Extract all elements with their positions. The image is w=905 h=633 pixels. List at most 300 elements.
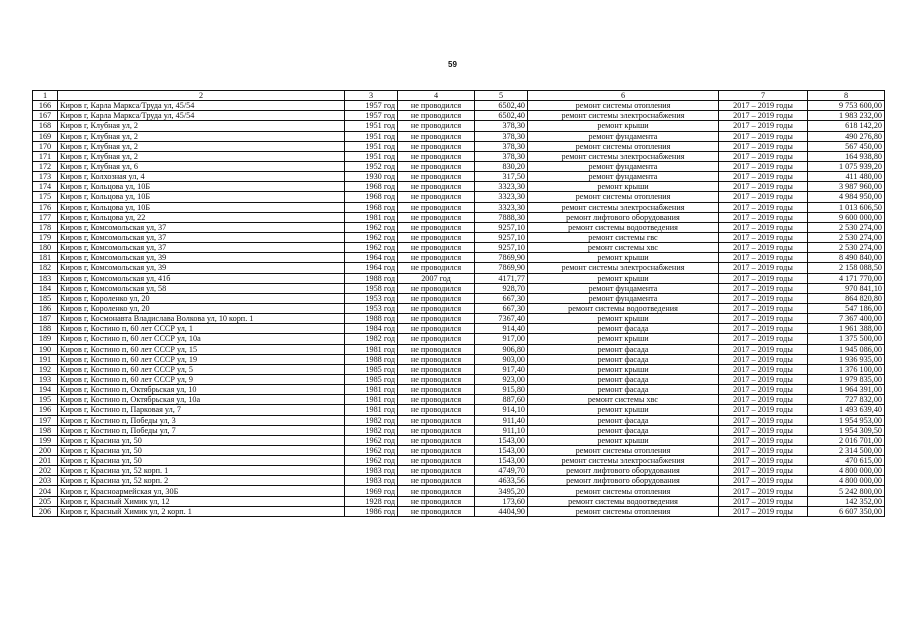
table-row (33, 456, 885, 466)
cell-row-number: 190 (33, 344, 58, 354)
cell-period: 2017 – 2019 годы (719, 151, 808, 161)
cell-work-type: ремонт фасада (528, 344, 719, 354)
header-cell: 2 (58, 91, 345, 101)
cell-last-repair: не проводился (398, 303, 475, 313)
cell-area: 4171,77 (475, 273, 528, 283)
cell-period: 2017 – 2019 годы (719, 476, 808, 486)
header-row (33, 91, 885, 101)
cell-period: 2017 – 2019 годы (719, 141, 808, 151)
cell-cost: 3 987 960,00 (808, 182, 885, 192)
page-number: 59 (448, 60, 457, 69)
cell-build-year: 1957 год (345, 111, 398, 121)
cell-cost: 411 480,00 (808, 172, 885, 182)
cell-cost: 1 376 100,00 (808, 364, 885, 374)
cell-address: Киров г, Костино п, 60 лет СССР ул, 1 (58, 324, 345, 334)
header-cell: 4 (398, 91, 475, 101)
cell-row-number: 193 (33, 374, 58, 384)
cell-area: 1543,00 (475, 435, 528, 445)
cell-build-year: 1962 год (345, 232, 398, 242)
cell-last-repair: не проводился (398, 161, 475, 171)
table-row (33, 344, 885, 354)
cell-cost: 4 800 000,00 (808, 466, 885, 476)
table-row (33, 334, 885, 344)
cell-area: 3323,30 (475, 202, 528, 212)
cell-area: 7367,40 (475, 314, 528, 324)
cell-build-year: 1962 год (345, 435, 398, 445)
cell-row-number: 175 (33, 192, 58, 202)
cell-last-repair: не проводился (398, 202, 475, 212)
cell-address: Киров г, Кольцова ул, 10Б (58, 192, 345, 202)
cell-cost: 2 530 274,00 (808, 243, 885, 253)
cell-last-repair: не проводился (398, 324, 475, 334)
table-row (33, 506, 885, 516)
cell-period: 2017 – 2019 годы (719, 121, 808, 131)
cell-cost: 1 375 500,00 (808, 334, 885, 344)
cell-cost: 8 490 840,00 (808, 253, 885, 263)
cell-cost: 4 800 000,00 (808, 476, 885, 486)
cell-work-type: ремонт системы электроснабжения (528, 151, 719, 161)
cell-last-repair: не проводился (398, 293, 475, 303)
cell-cost: 2 530 274,00 (808, 222, 885, 232)
cell-row-number: 183 (33, 273, 58, 283)
cell-build-year: 1981 год (345, 395, 398, 405)
cell-last-repair: не проводился (398, 506, 475, 516)
cell-build-year: 1962 год (345, 222, 398, 232)
cell-build-year: 1951 год (345, 121, 398, 131)
cell-address: Киров г, Комсомольская ул, 39 (58, 263, 345, 273)
cell-row-number: 178 (33, 222, 58, 232)
cell-row-number: 171 (33, 151, 58, 161)
cell-period: 2017 – 2019 годы (719, 212, 808, 222)
table-row (33, 445, 885, 455)
cell-build-year: 1982 год (345, 415, 398, 425)
cell-last-repair: не проводился (398, 374, 475, 384)
cell-work-type: ремонт системы отопления (528, 506, 719, 516)
cell-area: 887,60 (475, 395, 528, 405)
cell-row-number: 204 (33, 486, 58, 496)
cell-address: Киров г, Кольцова ул, 22 (58, 212, 345, 222)
cell-address: Киров г, Костино п, 60 лет СССР ул, 10а (58, 334, 345, 344)
cell-address: Киров г, Красина ул, 50 (58, 456, 345, 466)
cell-build-year: 1988 год (345, 273, 398, 283)
cell-cost: 1 979 835,00 (808, 374, 885, 384)
table-row (33, 172, 885, 182)
cell-last-repair: не проводился (398, 466, 475, 476)
cell-area: 906,80 (475, 344, 528, 354)
cell-cost: 1 945 086,00 (808, 344, 885, 354)
cell-address: Киров г, Клубная ул, 2 (58, 121, 345, 131)
cell-last-repair: не проводился (398, 435, 475, 445)
cell-last-repair: 2007 год (398, 273, 475, 283)
cell-address: Киров г, Комсомольская ул, 58 (58, 283, 345, 293)
cell-build-year: 1952 год (345, 161, 398, 171)
cell-last-repair: не проводился (398, 182, 475, 192)
cell-period: 2017 – 2019 годы (719, 263, 808, 273)
cell-area: 3323,30 (475, 182, 528, 192)
cell-last-repair: не проводился (398, 141, 475, 151)
cell-last-repair: не проводился (398, 385, 475, 395)
cell-row-number: 179 (33, 232, 58, 242)
cell-address: Киров г, Клубная ул, 2 (58, 131, 345, 141)
cell-work-type: ремонт системы водоотведения (528, 496, 719, 506)
table-row (33, 496, 885, 506)
cell-cost: 1 983 232,00 (808, 111, 885, 121)
cell-last-repair: не проводился (398, 232, 475, 242)
table-row (33, 385, 885, 395)
cell-work-type: ремонт системы хвс (528, 395, 719, 405)
cell-cost: 1 961 388,00 (808, 324, 885, 334)
cell-row-number: 180 (33, 243, 58, 253)
cell-area: 4404,90 (475, 506, 528, 516)
cell-area: 914,40 (475, 324, 528, 334)
table-row (33, 161, 885, 171)
cell-cost: 1 954 309,50 (808, 425, 885, 435)
cell-last-repair: не проводился (398, 364, 475, 374)
cell-area: 830,20 (475, 161, 528, 171)
cell-area: 317,50 (475, 172, 528, 182)
cell-cost: 5 242 800,00 (808, 486, 885, 496)
cell-area: 928,70 (475, 283, 528, 293)
cell-area: 9257,10 (475, 243, 528, 253)
cell-area: 4633,56 (475, 476, 528, 486)
cell-last-repair: не проводился (398, 395, 475, 405)
cell-build-year: 1968 год (345, 182, 398, 192)
table-row (33, 273, 885, 283)
cell-row-number: 172 (33, 161, 58, 171)
cell-period: 2017 – 2019 годы (719, 182, 808, 192)
cell-cost: 1 954 953,00 (808, 415, 885, 425)
cell-row-number: 167 (33, 111, 58, 121)
table-row (33, 314, 885, 324)
cell-area: 378,30 (475, 121, 528, 131)
cell-work-type: ремонт крыши (528, 334, 719, 344)
cell-address: Киров г, Красина ул, 50 (58, 435, 345, 445)
cell-last-repair: не проводился (398, 131, 475, 141)
table-row (33, 253, 885, 263)
cell-work-type: ремонт системы отопления (528, 192, 719, 202)
cell-row-number: 168 (33, 121, 58, 131)
cell-period: 2017 – 2019 годы (719, 161, 808, 171)
cell-area: 9257,10 (475, 222, 528, 232)
cell-area: 4749,70 (475, 466, 528, 476)
table-row (33, 121, 885, 131)
cell-work-type: ремонт фундамента (528, 161, 719, 171)
cell-cost: 618 142,20 (808, 121, 885, 131)
cell-period: 2017 – 2019 годы (719, 344, 808, 354)
cell-address: Киров г, Короленко ул, 20 (58, 293, 345, 303)
cell-period: 2017 – 2019 годы (719, 253, 808, 263)
cell-period: 2017 – 2019 годы (719, 364, 808, 374)
cell-address: Киров г, Красный Химик ул, 12 (58, 496, 345, 506)
cell-area: 1543,00 (475, 445, 528, 455)
cell-build-year: 1983 год (345, 476, 398, 486)
cell-address: Киров г, Костино п, 60 лет СССР ул, 5 (58, 364, 345, 374)
cell-area: 378,30 (475, 151, 528, 161)
cell-period: 2017 – 2019 годы (719, 496, 808, 506)
table-row (33, 324, 885, 334)
cell-period: 2017 – 2019 годы (719, 303, 808, 313)
cell-build-year: 1968 год (345, 202, 398, 212)
table-row (33, 182, 885, 192)
cell-area: 6502,40 (475, 111, 528, 121)
cell-row-number: 185 (33, 293, 58, 303)
cell-period: 2017 – 2019 годы (719, 131, 808, 141)
cell-row-number: 201 (33, 456, 58, 466)
cell-area: 7869,90 (475, 253, 528, 263)
cell-build-year: 1981 год (345, 212, 398, 222)
cell-work-type: ремонт системы гвс (528, 232, 719, 242)
table-row (33, 476, 885, 486)
table-row (33, 283, 885, 293)
cell-period: 2017 – 2019 годы (719, 243, 808, 253)
cell-address: Киров г, Комсомольская ул, 41б (58, 273, 345, 283)
table-body (33, 101, 885, 517)
cell-work-type: ремонт системы электроснабжения (528, 202, 719, 212)
table-row (33, 425, 885, 435)
cell-last-repair: не проводился (398, 172, 475, 182)
cell-build-year: 1928 год (345, 496, 398, 506)
cell-work-type: ремонт фасада (528, 415, 719, 425)
cell-work-type: ремонт лифтового оборудования (528, 212, 719, 222)
cell-build-year: 1981 год (345, 385, 398, 395)
table-row (33, 263, 885, 273)
table-row (33, 141, 885, 151)
cell-cost: 4 984 950,00 (808, 192, 885, 202)
cell-row-number: 196 (33, 405, 58, 415)
cell-address: Киров г, Комсомольская ул, 37 (58, 232, 345, 242)
cell-last-repair: не проводился (398, 445, 475, 455)
cell-last-repair: не проводился (398, 415, 475, 425)
cell-address: Киров г, Красина ул, 50 (58, 445, 345, 455)
cell-row-number: 199 (33, 435, 58, 445)
cell-address: Киров г, Костино п, Победы ул, 3 (58, 415, 345, 425)
cell-build-year: 1951 год (345, 131, 398, 141)
cell-period: 2017 – 2019 годы (719, 172, 808, 182)
cell-cost: 490 276,80 (808, 131, 885, 141)
table-row (33, 415, 885, 425)
cell-last-repair: не проводился (398, 253, 475, 263)
cell-work-type: ремонт крыши (528, 364, 719, 374)
cell-period: 2017 – 2019 годы (719, 466, 808, 476)
cell-cost: 1 936 935,00 (808, 354, 885, 364)
cell-row-number: 173 (33, 172, 58, 182)
cell-work-type: ремонт крыши (528, 314, 719, 324)
cell-work-type: ремонт фундамента (528, 293, 719, 303)
header-cell: 3 (345, 91, 398, 101)
cell-build-year: 1951 год (345, 141, 398, 151)
cell-cost: 1 493 639,40 (808, 405, 885, 415)
cell-cost: 567 450,00 (808, 141, 885, 151)
cell-build-year: 1951 год (345, 151, 398, 161)
cell-build-year: 1988 год (345, 354, 398, 364)
cell-address: Киров г, Красноармейская ул, 30Б (58, 486, 345, 496)
table-row (33, 486, 885, 496)
cell-address: Киров г, Карла Маркса/Труда ул, 45/54 (58, 101, 345, 111)
cell-period: 2017 – 2019 годы (719, 273, 808, 283)
cell-build-year: 1953 год (345, 293, 398, 303)
cell-last-repair: не проводился (398, 476, 475, 486)
cell-cost: 142 352,00 (808, 496, 885, 506)
cell-work-type: ремонт крыши (528, 273, 719, 283)
cell-work-type: ремонт крыши (528, 405, 719, 415)
table-row (33, 151, 885, 161)
cell-work-type: ремонт лифтового оборудования (528, 476, 719, 486)
cell-last-repair: не проводился (398, 456, 475, 466)
cell-row-number: 182 (33, 263, 58, 273)
cell-build-year: 1986 год (345, 506, 398, 516)
cell-work-type: ремонт фасада (528, 374, 719, 384)
cell-address: Киров г, Костино п, 60 лет СССР ул, 19 (58, 354, 345, 364)
cell-address: Киров г, Костино п, Парковая ул, 7 (58, 405, 345, 415)
cell-row-number: 189 (33, 334, 58, 344)
cell-build-year: 1969 год (345, 486, 398, 496)
cell-build-year: 1983 год (345, 466, 398, 476)
table-row (33, 131, 885, 141)
cell-row-number: 205 (33, 496, 58, 506)
table-row (33, 243, 885, 253)
cell-last-repair: не проводился (398, 425, 475, 435)
cell-last-repair: не проводился (398, 314, 475, 324)
cell-last-repair: не проводился (398, 192, 475, 202)
cell-period: 2017 – 2019 годы (719, 354, 808, 364)
cell-build-year: 1930 год (345, 172, 398, 182)
cell-row-number: 202 (33, 466, 58, 476)
cell-row-number: 203 (33, 476, 58, 486)
cell-area: 667,30 (475, 293, 528, 303)
cell-last-repair: не проводился (398, 243, 475, 253)
cell-address: Киров г, Клубная ул, 2 (58, 151, 345, 161)
cell-row-number: 174 (33, 182, 58, 192)
cell-cost: 6 607 350,00 (808, 506, 885, 516)
table-row (33, 222, 885, 232)
cell-period: 2017 – 2019 годы (719, 385, 808, 395)
cell-row-number: 169 (33, 131, 58, 141)
cell-work-type: ремонт фундамента (528, 172, 719, 182)
header-cell: 1 (33, 91, 58, 101)
cell-area: 911,40 (475, 415, 528, 425)
cell-build-year: 1985 год (345, 374, 398, 384)
cell-work-type: ремонт крыши (528, 121, 719, 131)
cell-cost: 7 367 400,00 (808, 314, 885, 324)
cell-address: Киров г, Костино п, Победы ул, 7 (58, 425, 345, 435)
cell-last-repair: не проводился (398, 405, 475, 415)
cell-cost: 1 013 606,50 (808, 202, 885, 212)
table-row (33, 232, 885, 242)
cell-row-number: 166 (33, 101, 58, 111)
registry-table (32, 90, 885, 517)
cell-cost: 864 820,80 (808, 293, 885, 303)
cell-period: 2017 – 2019 годы (719, 111, 808, 121)
cell-area: 7869,90 (475, 263, 528, 273)
cell-last-repair: не проводился (398, 496, 475, 506)
cell-build-year: 1958 год (345, 283, 398, 293)
header-cell: 6 (528, 91, 719, 101)
cell-cost: 164 938,80 (808, 151, 885, 161)
cell-area: 6502,40 (475, 101, 528, 111)
cell-address: Киров г, Карла Маркса/Труда ул, 45/54 (58, 111, 345, 121)
cell-row-number: 195 (33, 395, 58, 405)
cell-address: Киров г, Кольцова ул, 10Б (58, 182, 345, 192)
cell-area: 911,10 (475, 425, 528, 435)
cell-cost: 727 832,00 (808, 395, 885, 405)
cell-build-year: 1964 год (345, 263, 398, 273)
cell-period: 2017 – 2019 годы (719, 101, 808, 111)
cell-build-year: 1988 год (345, 314, 398, 324)
cell-address: Киров г, Красина ул, 52 корп. 1 (58, 466, 345, 476)
table-row (33, 212, 885, 222)
cell-cost: 1 964 391,00 (808, 385, 885, 395)
cell-period: 2017 – 2019 годы (719, 222, 808, 232)
cell-address: Киров г, Комсомольская ул, 37 (58, 243, 345, 253)
cell-period: 2017 – 2019 годы (719, 486, 808, 496)
cell-cost: 2 158 088,50 (808, 263, 885, 273)
cell-area: 667,30 (475, 303, 528, 313)
table-row (33, 405, 885, 415)
table-row (33, 466, 885, 476)
cell-work-type: ремонт системы отопления (528, 101, 719, 111)
table-row (33, 364, 885, 374)
cell-build-year: 1962 год (345, 243, 398, 253)
cell-period: 2017 – 2019 годы (719, 283, 808, 293)
cell-last-repair: не проводился (398, 283, 475, 293)
header-cell: 7 (719, 91, 808, 101)
cell-row-number: 200 (33, 445, 58, 455)
table-row (33, 395, 885, 405)
table-row (33, 435, 885, 445)
cell-area: 3323,30 (475, 192, 528, 202)
cell-row-number: 176 (33, 202, 58, 212)
cell-last-repair: не проводился (398, 344, 475, 354)
table-row (33, 101, 885, 111)
cell-period: 2017 – 2019 годы (719, 445, 808, 455)
cell-area: 3495,20 (475, 486, 528, 496)
table-row (33, 111, 885, 121)
cell-build-year: 1982 год (345, 425, 398, 435)
cell-period: 2017 – 2019 годы (719, 293, 808, 303)
cell-last-repair: не проводился (398, 486, 475, 496)
cell-last-repair: не проводился (398, 263, 475, 273)
cell-work-type: ремонт системы хвс (528, 243, 719, 253)
cell-cost: 2 530 274,00 (808, 232, 885, 242)
cell-row-number: 186 (33, 303, 58, 313)
cell-address: Киров г, Космонавта Владислава Волкова ул, 10 корп. 1 (58, 314, 345, 324)
cell-last-repair: не проводился (398, 354, 475, 364)
cell-address: Киров г, Короленко ул, 20 (58, 303, 345, 313)
cell-last-repair: не проводился (398, 101, 475, 111)
cell-build-year: 1964 год (345, 253, 398, 263)
cell-address: Киров г, Колхозная ул, 4 (58, 172, 345, 182)
cell-work-type: ремонт фасада (528, 324, 719, 334)
cell-address: Киров г, Клубная ул, 2 (58, 141, 345, 151)
cell-area: 1543,00 (475, 456, 528, 466)
cell-last-repair: не проводился (398, 151, 475, 161)
cell-work-type: ремонт фасада (528, 385, 719, 395)
cell-build-year: 1962 год (345, 445, 398, 455)
cell-row-number: 198 (33, 425, 58, 435)
table-row (33, 354, 885, 364)
table-row (33, 303, 885, 313)
header-cell: 8 (808, 91, 885, 101)
cell-area: 903,00 (475, 354, 528, 364)
cell-build-year: 1982 год (345, 334, 398, 344)
cell-period: 2017 – 2019 годы (719, 324, 808, 334)
cell-last-repair: не проводился (398, 334, 475, 344)
cell-last-repair: не проводился (398, 222, 475, 232)
cell-period: 2017 – 2019 годы (719, 456, 808, 466)
cell-row-number: 184 (33, 283, 58, 293)
cell-work-type: ремонт крыши (528, 182, 719, 192)
cell-work-type: ремонт системы электроснабжения (528, 456, 719, 466)
